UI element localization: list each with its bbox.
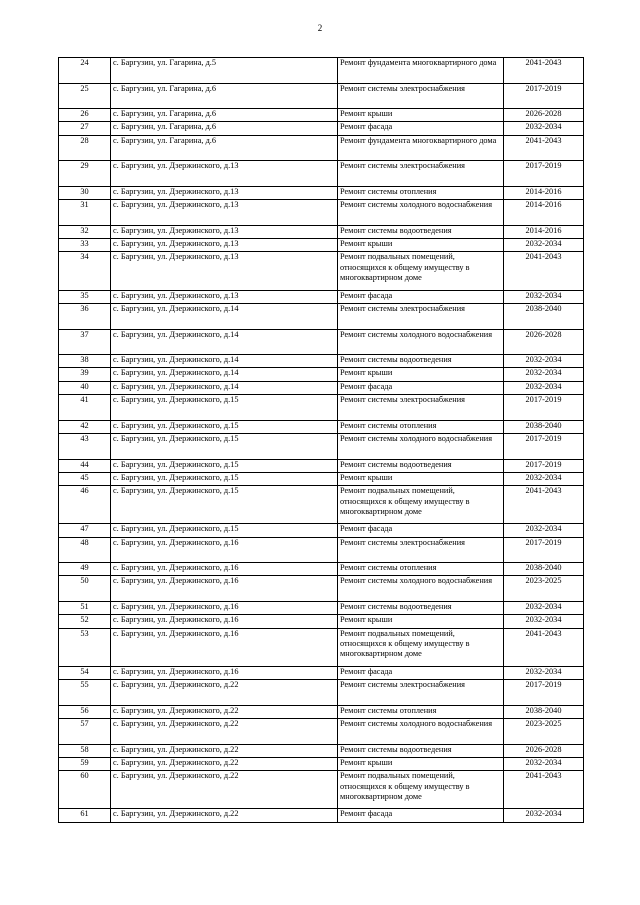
address-cell: с. Баргузин, ул. Дзержинского, д.13 [111, 200, 338, 226]
work-type-cell: Ремонт фасада [338, 809, 504, 822]
work-type-cell: Ремонт подвальных помещений, относящихся к общему имуществу в многоквартирном доме [338, 486, 504, 524]
work-type-cell: Ремонт системы водоотведения [338, 602, 504, 615]
table-row [59, 680, 584, 706]
table-row [59, 537, 584, 563]
row-number-cell: 48 [59, 537, 111, 563]
address-cell: с. Баргузин, ул. Дзержинского, д.16 [111, 537, 338, 563]
period-cell: 2041-2043 [504, 135, 584, 161]
work-type-cell: Ремонт фасада [338, 666, 504, 679]
period-cell: 2032-2034 [504, 666, 584, 679]
work-type-cell: Ремонт системы водоотведения [338, 744, 504, 757]
work-type-cell: Ремонт крыши [338, 109, 504, 122]
table-row [59, 135, 584, 161]
table-row [59, 381, 584, 394]
work-type-cell: Ремонт системы электроснабжения [338, 680, 504, 706]
period-cell: 2017-2019 [504, 459, 584, 472]
row-number-cell: 51 [59, 602, 111, 615]
row-number-cell: 46 [59, 486, 111, 524]
row-number-cell: 27 [59, 122, 111, 135]
address-cell: с. Баргузин, ул. Дзержинского, д.15 [111, 433, 338, 459]
period-cell: 2017-2019 [504, 433, 584, 459]
table-row [59, 705, 584, 718]
work-type-cell: Ремонт системы холодного водоснабжения [338, 433, 504, 459]
address-cell: с. Баргузин, ул. Дзержинского, д.15 [111, 472, 338, 485]
row-number-cell: 38 [59, 355, 111, 368]
row-number-cell: 31 [59, 200, 111, 226]
work-type-cell: Ремонт системы холодного водоснабжения [338, 576, 504, 602]
work-type-cell: Ремонт системы водоотведения [338, 459, 504, 472]
row-number-cell: 40 [59, 381, 111, 394]
work-type-cell: Ремонт системы электроснабжения [338, 537, 504, 563]
row-number-cell: 53 [59, 628, 111, 666]
table-row [59, 809, 584, 822]
period-cell: 2032-2034 [504, 368, 584, 381]
address-cell: с. Баргузин, ул. Дзержинского, д.16 [111, 602, 338, 615]
table-row [59, 83, 584, 109]
address-cell: с. Баргузин, ул. Дзержинского, д.13 [111, 252, 338, 290]
table-row [59, 329, 584, 355]
work-type-cell: Ремонт крыши [338, 615, 504, 628]
table-row [59, 395, 584, 421]
period-cell: 2038-2040 [504, 420, 584, 433]
table-row [59, 615, 584, 628]
row-number-cell: 24 [59, 58, 111, 84]
work-type-cell: Ремонт системы холодного водоснабжения [338, 200, 504, 226]
work-type-cell: Ремонт крыши [338, 368, 504, 381]
row-number-cell: 41 [59, 395, 111, 421]
row-number-cell: 33 [59, 239, 111, 252]
row-number-cell: 57 [59, 719, 111, 745]
address-cell: с. Баргузин, ул. Гагарина, д.6 [111, 83, 338, 109]
row-number-cell: 54 [59, 666, 111, 679]
address-cell: с. Баргузин, ул. Дзержинского, д.15 [111, 395, 338, 421]
work-type-cell: Ремонт фасада [338, 381, 504, 394]
period-cell: 2017-2019 [504, 161, 584, 187]
table-row [59, 200, 584, 226]
address-cell: с. Баргузин, ул. Дзержинского, д.22 [111, 757, 338, 770]
row-number-cell: 50 [59, 576, 111, 602]
table-row [59, 719, 584, 745]
work-type-cell: Ремонт системы электроснабжения [338, 161, 504, 187]
row-number-cell: 59 [59, 757, 111, 770]
address-cell: с. Баргузин, ул. Дзержинского, д.15 [111, 459, 338, 472]
row-number-cell: 52 [59, 615, 111, 628]
address-cell: с. Баргузин, ул. Дзержинского, д.14 [111, 329, 338, 355]
period-cell: 2041-2043 [504, 486, 584, 524]
table-row [59, 628, 584, 666]
row-number-cell: 36 [59, 303, 111, 329]
address-cell: с. Баргузин, ул. Дзержинского, д.13 [111, 225, 338, 238]
address-cell: с. Баргузин, ул. Дзержинского, д.13 [111, 161, 338, 187]
period-cell: 2032-2034 [504, 381, 584, 394]
row-number-cell: 28 [59, 135, 111, 161]
address-cell: с. Баргузин, ул. Дзержинского, д.14 [111, 368, 338, 381]
work-type-cell: Ремонт подвальных помещений, относящихся к общему имуществу в многоквартирном доме [338, 252, 504, 290]
table-row [59, 186, 584, 199]
work-type-cell: Ремонт системы отопления [338, 420, 504, 433]
address-cell: с. Баргузин, ул. Дзержинского, д.16 [111, 628, 338, 666]
table-row [59, 459, 584, 472]
row-number-cell: 44 [59, 459, 111, 472]
period-cell: 2014-2016 [504, 200, 584, 226]
period-cell: 2032-2034 [504, 122, 584, 135]
table-row [59, 771, 584, 809]
table-row [59, 666, 584, 679]
period-cell: 2017-2019 [504, 395, 584, 421]
address-cell: с. Баргузин, ул. Дзержинского, д.13 [111, 186, 338, 199]
period-cell: 2041-2043 [504, 252, 584, 290]
row-number-cell: 25 [59, 83, 111, 109]
row-number-cell: 39 [59, 368, 111, 381]
period-cell: 2041-2043 [504, 628, 584, 666]
work-type-cell: Ремонт крыши [338, 757, 504, 770]
table-row [59, 122, 584, 135]
row-number-cell: 32 [59, 225, 111, 238]
work-type-cell: Ремонт системы электроснабжения [338, 303, 504, 329]
work-type-cell: Ремонт системы холодного водоснабжения [338, 329, 504, 355]
address-cell: с. Баргузин, ул. Дзержинского, д.15 [111, 420, 338, 433]
period-cell: 2041-2043 [504, 58, 584, 84]
work-type-cell: Ремонт системы холодного водоснабжения [338, 719, 504, 745]
period-cell: 2014-2016 [504, 225, 584, 238]
table-row [59, 576, 584, 602]
address-cell: с. Баргузин, ул. Дзержинского, д.14 [111, 303, 338, 329]
table-row [59, 420, 584, 433]
table-row [59, 433, 584, 459]
period-cell: 2017-2019 [504, 537, 584, 563]
work-type-cell: Ремонт фундамента многоквартирного дома [338, 58, 504, 84]
table-row [59, 161, 584, 187]
address-cell: с. Баргузин, ул. Дзержинского, д.13 [111, 239, 338, 252]
row-number-cell: 58 [59, 744, 111, 757]
work-type-cell: Ремонт фасада [338, 524, 504, 537]
period-cell: 2041-2043 [504, 771, 584, 809]
row-number-cell: 34 [59, 252, 111, 290]
work-type-cell: Ремонт фасада [338, 290, 504, 303]
table-row [59, 524, 584, 537]
address-cell: с. Баргузин, ул. Дзержинского, д.22 [111, 705, 338, 718]
table-row [59, 602, 584, 615]
period-cell: 2038-2040 [504, 303, 584, 329]
address-cell: с. Баргузин, ул. Дзержинского, д.16 [111, 666, 338, 679]
work-type-cell: Ремонт подвальных помещений, относящихся к общему имуществу в многоквартирном доме [338, 771, 504, 809]
address-cell: с. Баргузин, ул. Дзержинского, д.22 [111, 809, 338, 822]
table-row [59, 303, 584, 329]
period-cell: 2026-2028 [504, 744, 584, 757]
period-cell: 2032-2034 [504, 524, 584, 537]
address-cell: с. Баргузин, ул. Дзержинского, д.16 [111, 576, 338, 602]
row-number-cell: 55 [59, 680, 111, 706]
table-row [59, 58, 584, 84]
address-cell: с. Баргузин, ул. Гагарина, д.6 [111, 109, 338, 122]
table-row [59, 252, 584, 290]
period-cell: 2032-2034 [504, 615, 584, 628]
row-number-cell: 43 [59, 433, 111, 459]
row-number-cell: 37 [59, 329, 111, 355]
work-type-cell: Ремонт системы электроснабжения [338, 395, 504, 421]
period-cell: 2014-2016 [504, 186, 584, 199]
table-row [59, 472, 584, 485]
table-row [59, 290, 584, 303]
address-cell: с. Баргузин, ул. Дзержинского, д.14 [111, 381, 338, 394]
row-number-cell: 61 [59, 809, 111, 822]
row-number-cell: 30 [59, 186, 111, 199]
table-row [59, 225, 584, 238]
address-cell: с. Баргузин, ул. Дзержинского, д.13 [111, 290, 338, 303]
table-body [59, 58, 584, 823]
work-type-cell: Ремонт фасада [338, 122, 504, 135]
period-cell: 2032-2034 [504, 602, 584, 615]
work-type-cell: Ремонт подвальных помещений, относящихся к общему имуществу в многоквартирном доме [338, 628, 504, 666]
address-cell: с. Баргузин, ул. Дзержинского, д.15 [111, 486, 338, 524]
work-type-cell: Ремонт системы водоотведения [338, 355, 504, 368]
row-number-cell: 35 [59, 290, 111, 303]
table-row [59, 355, 584, 368]
period-cell: 2032-2034 [504, 290, 584, 303]
address-cell: с. Баргузин, ул. Дзержинского, д.14 [111, 355, 338, 368]
address-cell: с. Баргузин, ул. Дзержинского, д.15 [111, 524, 338, 537]
period-cell: 2038-2040 [504, 705, 584, 718]
address-cell: с. Баргузин, ул. Гагарина, д.6 [111, 135, 338, 161]
period-cell: 2017-2019 [504, 83, 584, 109]
row-number-cell: 60 [59, 771, 111, 809]
table-row [59, 486, 584, 524]
work-type-cell: Ремонт системы электроснабжения [338, 83, 504, 109]
work-type-cell: Ремонт системы отопления [338, 563, 504, 576]
period-cell: 2026-2028 [504, 329, 584, 355]
address-cell: с. Баргузин, ул. Дзержинского, д.22 [111, 771, 338, 809]
work-type-cell: Ремонт системы водоотведения [338, 225, 504, 238]
row-number-cell: 29 [59, 161, 111, 187]
address-cell: с. Баргузин, ул. Гагарина, д.6 [111, 122, 338, 135]
repair-schedule-table [58, 57, 584, 823]
row-number-cell: 56 [59, 705, 111, 718]
period-cell: 2023-2025 [504, 576, 584, 602]
address-cell: с. Баргузин, ул. Гагарина, д.5 [111, 58, 338, 84]
table-row [59, 109, 584, 122]
table-row [59, 744, 584, 757]
work-type-cell: Ремонт системы отопления [338, 186, 504, 199]
period-cell: 2032-2034 [504, 809, 584, 822]
address-cell: с. Баргузин, ул. Дзержинского, д.22 [111, 744, 338, 757]
table-row [59, 239, 584, 252]
address-cell: с. Баргузин, ул. Дзержинского, д.22 [111, 680, 338, 706]
row-number-cell: 45 [59, 472, 111, 485]
period-cell: 2032-2034 [504, 472, 584, 485]
work-type-cell: Ремонт фундамента многоквартирного дома [338, 135, 504, 161]
table-row [59, 563, 584, 576]
table-row [59, 368, 584, 381]
period-cell: 2032-2034 [504, 757, 584, 770]
row-number-cell: 47 [59, 524, 111, 537]
work-type-cell: Ремонт системы отопления [338, 705, 504, 718]
address-cell: с. Баргузин, ул. Дзержинского, д.16 [111, 615, 338, 628]
period-cell: 2017-2019 [504, 680, 584, 706]
period-cell: 2026-2028 [504, 109, 584, 122]
row-number-cell: 42 [59, 420, 111, 433]
address-cell: с. Баргузин, ул. Дзержинского, д.16 [111, 563, 338, 576]
work-type-cell: Ремонт крыши [338, 472, 504, 485]
address-cell: с. Баргузин, ул. Дзержинского, д.22 [111, 719, 338, 745]
row-number-cell: 26 [59, 109, 111, 122]
row-number-cell: 49 [59, 563, 111, 576]
page-number: 2 [317, 23, 323, 33]
table-row [59, 757, 584, 770]
period-cell: 2038-2040 [504, 563, 584, 576]
period-cell: 2032-2034 [504, 355, 584, 368]
period-cell: 2032-2034 [504, 239, 584, 252]
period-cell: 2023-2025 [504, 719, 584, 745]
work-type-cell: Ремонт крыши [338, 239, 504, 252]
